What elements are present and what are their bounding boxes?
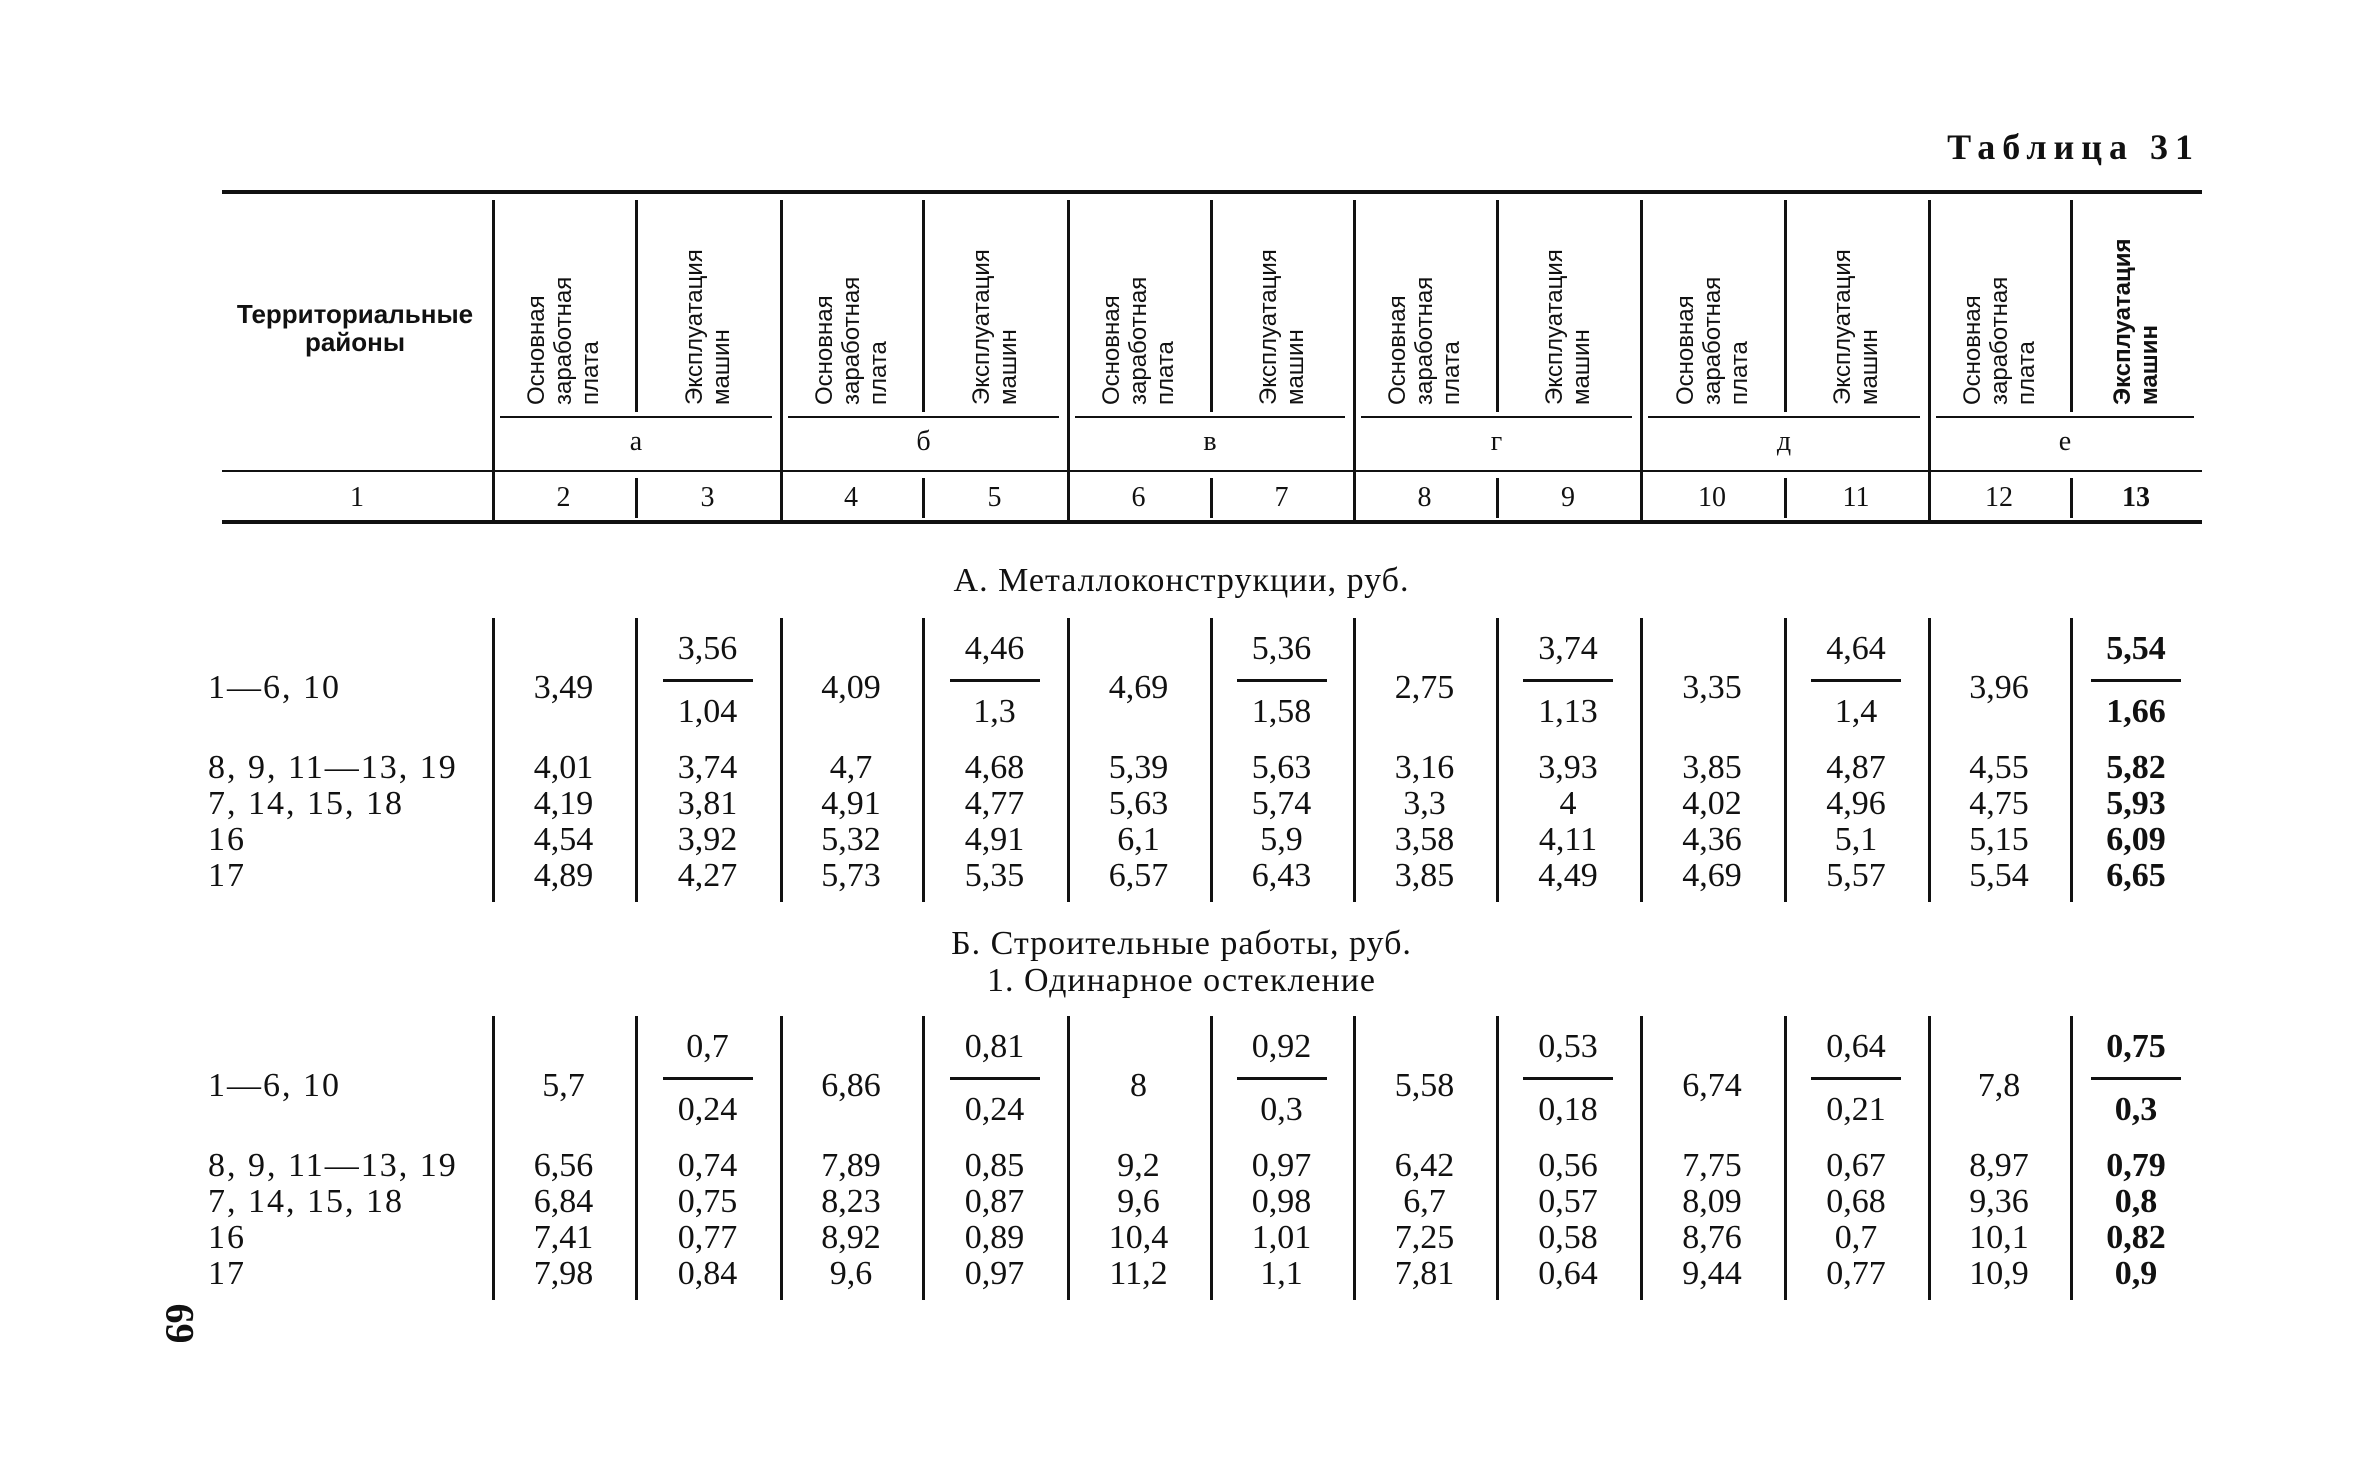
value-cell: 0,82 (2106, 1219, 2166, 1256)
body-col-rule (780, 618, 783, 902)
fraction-denominator: 1,58 (1251, 693, 1312, 730)
fraction-bar (1811, 1077, 1901, 1080)
fraction-numerator: 5,54 (2106, 630, 2166, 667)
group-rule (1936, 416, 2194, 418)
value-cell: 5,93 (2106, 785, 2166, 822)
value-cell: 4,11 (1538, 821, 1598, 858)
value-cell: 4,01 (533, 749, 594, 786)
fraction-denominator: 1,66 (2106, 693, 2166, 730)
fraction-numerator: 0,64 (1826, 1028, 1886, 1065)
subheader-col-4: Основная заработная плата (810, 276, 892, 405)
fraction-numerator: 5,36 (1251, 630, 1312, 667)
subheader-col-7: Эксплуатация машин (1254, 249, 1309, 405)
body-col-rule (1353, 1016, 1356, 1300)
value-cell: 3,96 (1969, 669, 2029, 706)
col-number-rule (1640, 478, 1643, 518)
subheader-col-9: Эксплуатация машин (1541, 249, 1595, 405)
value-cell: 6,43 (1251, 857, 1312, 894)
fraction-bar (950, 679, 1040, 682)
fraction-denominator: 1,3 (973, 693, 1016, 730)
value-cell: 11,2 (1109, 1255, 1168, 1292)
value-cell: 4,55 (1969, 749, 2029, 786)
fraction-bar (1237, 1077, 1327, 1080)
table-title: Таблица 31 (1947, 127, 2200, 167)
value-cell: 8,23 (821, 1183, 881, 1220)
col-number-rule (635, 478, 638, 518)
value-cell: 0,79 (2106, 1147, 2166, 1184)
value-cell: 6,1 (1117, 821, 1160, 858)
value-cell: 6,42 (1394, 1147, 1455, 1184)
fraction-bar (1523, 679, 1613, 682)
fraction-cell (1508, 1029, 1628, 1128)
body-col-rule (922, 1016, 925, 1300)
subheader-col-12: Основная заработная плата (1958, 276, 2040, 405)
value-cell: 1,1 (1260, 1255, 1303, 1292)
fraction-denominator: 1,4 (1834, 693, 1878, 730)
col-number-top-rule (222, 470, 2202, 472)
fraction-denominator: 0,3 (1260, 1091, 1303, 1128)
top-rule (222, 190, 2202, 194)
col-number-7: 7 (1274, 482, 1289, 513)
row-label: 1—6, 10 (208, 669, 341, 706)
col-number-rule (2070, 478, 2073, 518)
body-col-rule (1784, 1016, 1787, 1300)
value-cell: 0,7 (1834, 1219, 1878, 1256)
header-col-rule (922, 200, 925, 412)
group-label-6: е (2058, 426, 2072, 457)
col-number-rule (1210, 478, 1213, 518)
row-label: 8, 9, 11—13, 19 (208, 1147, 458, 1184)
value-cell: 0,67 (1826, 1147, 1886, 1184)
fraction-bar (950, 1077, 1040, 1080)
fraction-denominator: 1,04 (677, 693, 738, 730)
value-cell: 4 (1559, 785, 1577, 822)
fraction-numerator: 0,53 (1538, 1028, 1598, 1065)
body-col-rule (922, 618, 925, 902)
value-cell: 4,36 (1682, 821, 1742, 858)
value-cell: 5,39 (1108, 749, 1169, 786)
col-number-9: 9 (1561, 482, 1575, 513)
header-col-rule (1210, 200, 1213, 412)
value-cell: 3,93 (1538, 749, 1598, 786)
body-col-rule (1067, 1016, 1070, 1300)
value-cell: 4,09 (821, 669, 881, 706)
header-col-rule (635, 200, 638, 412)
value-cell: 0,84 (677, 1255, 738, 1292)
fraction-cell (1222, 1029, 1342, 1128)
group-rule (1361, 416, 1632, 418)
value-cell: 9,44 (1682, 1255, 1742, 1292)
value-cell: 5,54 (1969, 857, 2029, 894)
group-label-4: г (1490, 426, 1503, 457)
col-number-10: 10 (1698, 482, 1726, 513)
col-number-rule (922, 478, 925, 518)
fraction-numerator: 0,81 (964, 1028, 1025, 1065)
row-label: 16 (208, 821, 246, 858)
col-number-13: 13 (2122, 482, 2150, 513)
header-col-rule (492, 200, 495, 522)
subheader-col-13: Эксплуатация машин (2109, 238, 2163, 405)
value-cell: 9,2 (1117, 1147, 1160, 1184)
value-cell: 5,35 (964, 857, 1025, 894)
body-col-rule (1210, 618, 1213, 902)
col-number-2: 2 (556, 482, 571, 513)
body-col-rule (1353, 618, 1356, 902)
body-col-rule (2070, 1016, 2073, 1300)
header-bottom-rule (222, 520, 2202, 524)
body-col-rule (1928, 618, 1931, 902)
value-cell: 7,98 (533, 1255, 594, 1292)
row-label: 1—6, 10 (208, 1067, 341, 1104)
value-cell: 9,6 (1117, 1183, 1160, 1220)
body-col-rule (2070, 618, 2073, 902)
fraction-cell (648, 1029, 768, 1128)
body-col-rule (1210, 1016, 1213, 1300)
value-cell: 4,89 (533, 857, 594, 894)
body-col-rule (1496, 1016, 1499, 1300)
subheader-col-3: Эксплуатация машин (680, 249, 735, 405)
fraction-denominator: 0,3 (2114, 1091, 2158, 1128)
value-cell: 4,91 (821, 785, 881, 822)
fraction-bar (2091, 679, 2181, 682)
value-cell: 4,91 (964, 821, 1025, 858)
group-label-3: в (1203, 426, 1217, 457)
value-cell: 5,1 (1834, 821, 1878, 858)
value-cell: 0,97 (1251, 1147, 1312, 1184)
row-label: 17 (208, 1255, 246, 1292)
value-cell: 6,84 (533, 1183, 594, 1220)
group-rule (500, 416, 772, 418)
body-col-rule (1784, 618, 1787, 902)
value-cell: 8,92 (821, 1219, 881, 1256)
fraction-cell (2076, 1029, 2196, 1128)
section-subtitle: 1. Одинарное остекление (986, 962, 1377, 999)
fraction-cell (935, 631, 1055, 730)
value-cell: 0,74 (677, 1147, 738, 1184)
value-cell: 4,96 (1826, 785, 1886, 822)
value-cell: 3,85 (1394, 857, 1455, 894)
fraction-cell (1796, 1029, 1916, 1128)
col-number-8: 8 (1417, 482, 1432, 513)
group-rule (1075, 416, 1345, 418)
value-cell: 0,98 (1251, 1183, 1312, 1220)
value-cell: 5,7 (542, 1067, 585, 1104)
value-cell: 3,92 (677, 821, 738, 858)
header-col-rule (2070, 200, 2073, 412)
body-col-rule (1496, 618, 1499, 902)
col-number-3: 3 (700, 482, 715, 513)
body-col-rule (635, 618, 638, 902)
section-title: Б. Строительные работы, руб. (951, 925, 1412, 962)
value-cell: 0,97 (964, 1255, 1025, 1292)
col-number-rule (1067, 478, 1070, 518)
value-cell: 8 (1130, 1067, 1147, 1104)
value-cell: 0,9 (2114, 1255, 2158, 1292)
col-number-rule (1928, 478, 1931, 518)
group-label-5: д (1776, 426, 1792, 457)
fraction-numerator: 3,74 (1538, 630, 1598, 667)
value-cell: 5,9 (1260, 821, 1303, 858)
col-number-rule (780, 478, 783, 518)
header-col-rule (1640, 200, 1643, 522)
page-number: 69 (157, 1303, 203, 1344)
value-cell: 7,75 (1682, 1147, 1742, 1184)
value-cell: 4,69 (1682, 857, 1742, 894)
value-cell: 9,36 (1969, 1183, 2029, 1220)
fraction-bar (663, 1077, 753, 1080)
col-number-rule (1784, 478, 1787, 518)
fraction-bar (663, 679, 753, 682)
header-col-rule (1067, 200, 1070, 522)
header-col-rule (1784, 200, 1787, 412)
fraction-denominator: 0,24 (964, 1091, 1025, 1128)
fraction-denominator: 0,21 (1826, 1091, 1886, 1128)
fraction-cell (1222, 631, 1342, 730)
region-header: Территориальные районы (236, 299, 474, 357)
body-col-rule (780, 1016, 783, 1300)
value-cell: 7,41 (533, 1219, 594, 1256)
value-cell: 6,09 (2106, 821, 2166, 858)
value-cell: 0,87 (964, 1183, 1025, 1220)
value-cell: 6,65 (2106, 857, 2166, 894)
value-cell: 3,49 (533, 669, 594, 706)
subheader-col-11: Эксплуатация машин (1829, 249, 1883, 405)
col-number-5: 5 (987, 482, 1002, 513)
value-cell: 5,15 (1969, 821, 2029, 858)
value-cell: 5,58 (1394, 1067, 1455, 1104)
value-cell: 0,58 (1538, 1219, 1598, 1256)
fraction-numerator: 4,46 (964, 630, 1025, 667)
header-col-rule (1928, 200, 1931, 522)
row-label: 7, 14, 15, 18 (208, 785, 404, 822)
value-cell: 6,7 (1403, 1183, 1446, 1220)
body-col-rule (492, 618, 495, 902)
value-cell: 3,3 (1403, 785, 1446, 822)
body-col-rule (1067, 618, 1070, 902)
value-cell: 0,89 (964, 1219, 1025, 1256)
value-cell: 8,97 (1969, 1147, 2029, 1184)
value-cell: 8,09 (1682, 1183, 1742, 1220)
value-cell: 1,01 (1251, 1219, 1312, 1256)
col-number-rule (1496, 478, 1499, 518)
row-label: 17 (208, 857, 246, 894)
value-cell: 4,19 (533, 785, 594, 822)
value-cell: 4,7 (829, 749, 873, 786)
row-label: 7, 14, 15, 18 (208, 1183, 404, 1220)
value-cell: 5,63 (1108, 785, 1169, 822)
fraction-bar (2091, 1077, 2181, 1080)
group-label-2: б (916, 426, 931, 457)
fraction-bar (1811, 679, 1901, 682)
fraction-numerator: 0,7 (686, 1028, 729, 1065)
subheader-col-6: Основная заработная плата (1098, 276, 1179, 405)
value-cell: 4,54 (533, 821, 594, 858)
fraction-cell (935, 1029, 1055, 1128)
value-cell: 0,57 (1538, 1183, 1598, 1220)
value-cell: 3,58 (1394, 821, 1455, 858)
header-col-rule (1496, 200, 1499, 412)
value-cell: 5,63 (1251, 749, 1312, 786)
body-col-rule (635, 1016, 638, 1300)
header-col-rule (1353, 200, 1356, 522)
value-cell: 5,74 (1251, 785, 1312, 822)
value-cell: 3,35 (1682, 669, 1742, 706)
row-label: 8, 9, 11—13, 19 (208, 749, 458, 786)
col-number-rule (492, 478, 495, 518)
value-cell: 9,6 (829, 1255, 873, 1292)
value-cell: 0,85 (964, 1147, 1025, 1184)
body-col-rule (1640, 618, 1643, 902)
fraction-denominator: 0,24 (677, 1091, 738, 1128)
value-cell: 10,1 (1969, 1219, 2029, 1256)
fraction-cell (648, 631, 768, 730)
value-cell: 4,77 (964, 785, 1025, 822)
header-col-rule (780, 200, 783, 522)
fraction-cell (2076, 631, 2196, 730)
fraction-cell (1796, 631, 1916, 730)
value-cell: 0,8 (2114, 1183, 2158, 1220)
section-title: А. Металлоконструкции, руб. (953, 562, 1410, 599)
value-cell: 6,74 (1682, 1067, 1742, 1104)
body-col-rule (1640, 1016, 1643, 1300)
subheader-col-8: Основная заработная плата (1384, 276, 1465, 405)
col-number-6: 6 (1131, 482, 1146, 513)
fraction-numerator: 0,92 (1251, 1028, 1312, 1065)
value-cell: 2,75 (1394, 669, 1455, 706)
value-cell: 6,56 (533, 1147, 594, 1184)
subheader-col-2: Основная заработная плата (523, 276, 604, 405)
value-cell: 0,75 (677, 1183, 738, 1220)
fraction-denominator: 1,13 (1538, 693, 1598, 730)
subheader-col-5: Эксплуатация машин (967, 249, 1022, 405)
fraction-numerator: 4,64 (1826, 630, 1886, 667)
body-col-rule (492, 1016, 495, 1300)
value-cell: 4,49 (1538, 857, 1598, 894)
fraction-numerator: 0,75 (2106, 1028, 2166, 1065)
value-cell: 3,85 (1682, 749, 1742, 786)
fraction-cell (1508, 631, 1628, 730)
value-cell: 10,4 (1108, 1219, 1169, 1256)
value-cell: 5,82 (2106, 749, 2166, 786)
value-cell: 4,69 (1108, 669, 1169, 706)
value-cell: 3,81 (677, 785, 738, 822)
value-cell: 5,57 (1826, 857, 1886, 894)
row-label: 16 (208, 1219, 246, 1256)
value-cell: 3,74 (677, 749, 738, 786)
value-cell: 0,77 (677, 1219, 738, 1256)
value-cell: 4,75 (1969, 785, 2029, 822)
group-rule (788, 416, 1059, 418)
value-cell: 4,68 (964, 749, 1025, 786)
value-cell: 8,76 (1682, 1219, 1742, 1256)
value-cell: 0,68 (1826, 1183, 1886, 1220)
group-label-1: а (629, 426, 643, 457)
value-cell: 4,27 (677, 857, 738, 894)
col-number-4: 4 (844, 482, 858, 513)
fraction-numerator: 3,56 (677, 630, 738, 667)
group-rule (1648, 416, 1920, 418)
col-number-rule (1353, 478, 1356, 518)
value-cell: 3,16 (1394, 749, 1455, 786)
fraction-bar (1237, 679, 1327, 682)
fraction-bar (1523, 1077, 1613, 1080)
value-cell: 4,02 (1682, 785, 1742, 822)
fraction-denominator: 0,18 (1538, 1091, 1598, 1128)
subheader-col-10: Основная заработная плата (1671, 276, 1753, 405)
value-cell: 5,32 (821, 821, 881, 858)
value-cell: 6,86 (821, 1067, 881, 1104)
col-number-12: 12 (1985, 482, 2013, 513)
value-cell: 0,77 (1826, 1255, 1886, 1292)
body-col-rule (1928, 1016, 1931, 1300)
col-number-11: 11 (1842, 482, 1870, 513)
value-cell: 0,56 (1538, 1147, 1598, 1184)
value-cell: 10,9 (1969, 1255, 2029, 1292)
value-cell: 7,8 (1977, 1067, 2021, 1104)
value-cell: 5,73 (821, 857, 881, 894)
value-cell: 7,25 (1394, 1219, 1455, 1256)
value-cell: 7,89 (821, 1147, 881, 1184)
value-cell: 4,87 (1826, 749, 1886, 786)
col-number-1: 1 (350, 482, 364, 513)
value-cell: 6,57 (1108, 857, 1169, 894)
value-cell: 7,81 (1394, 1255, 1455, 1292)
value-cell: 0,64 (1538, 1255, 1598, 1292)
